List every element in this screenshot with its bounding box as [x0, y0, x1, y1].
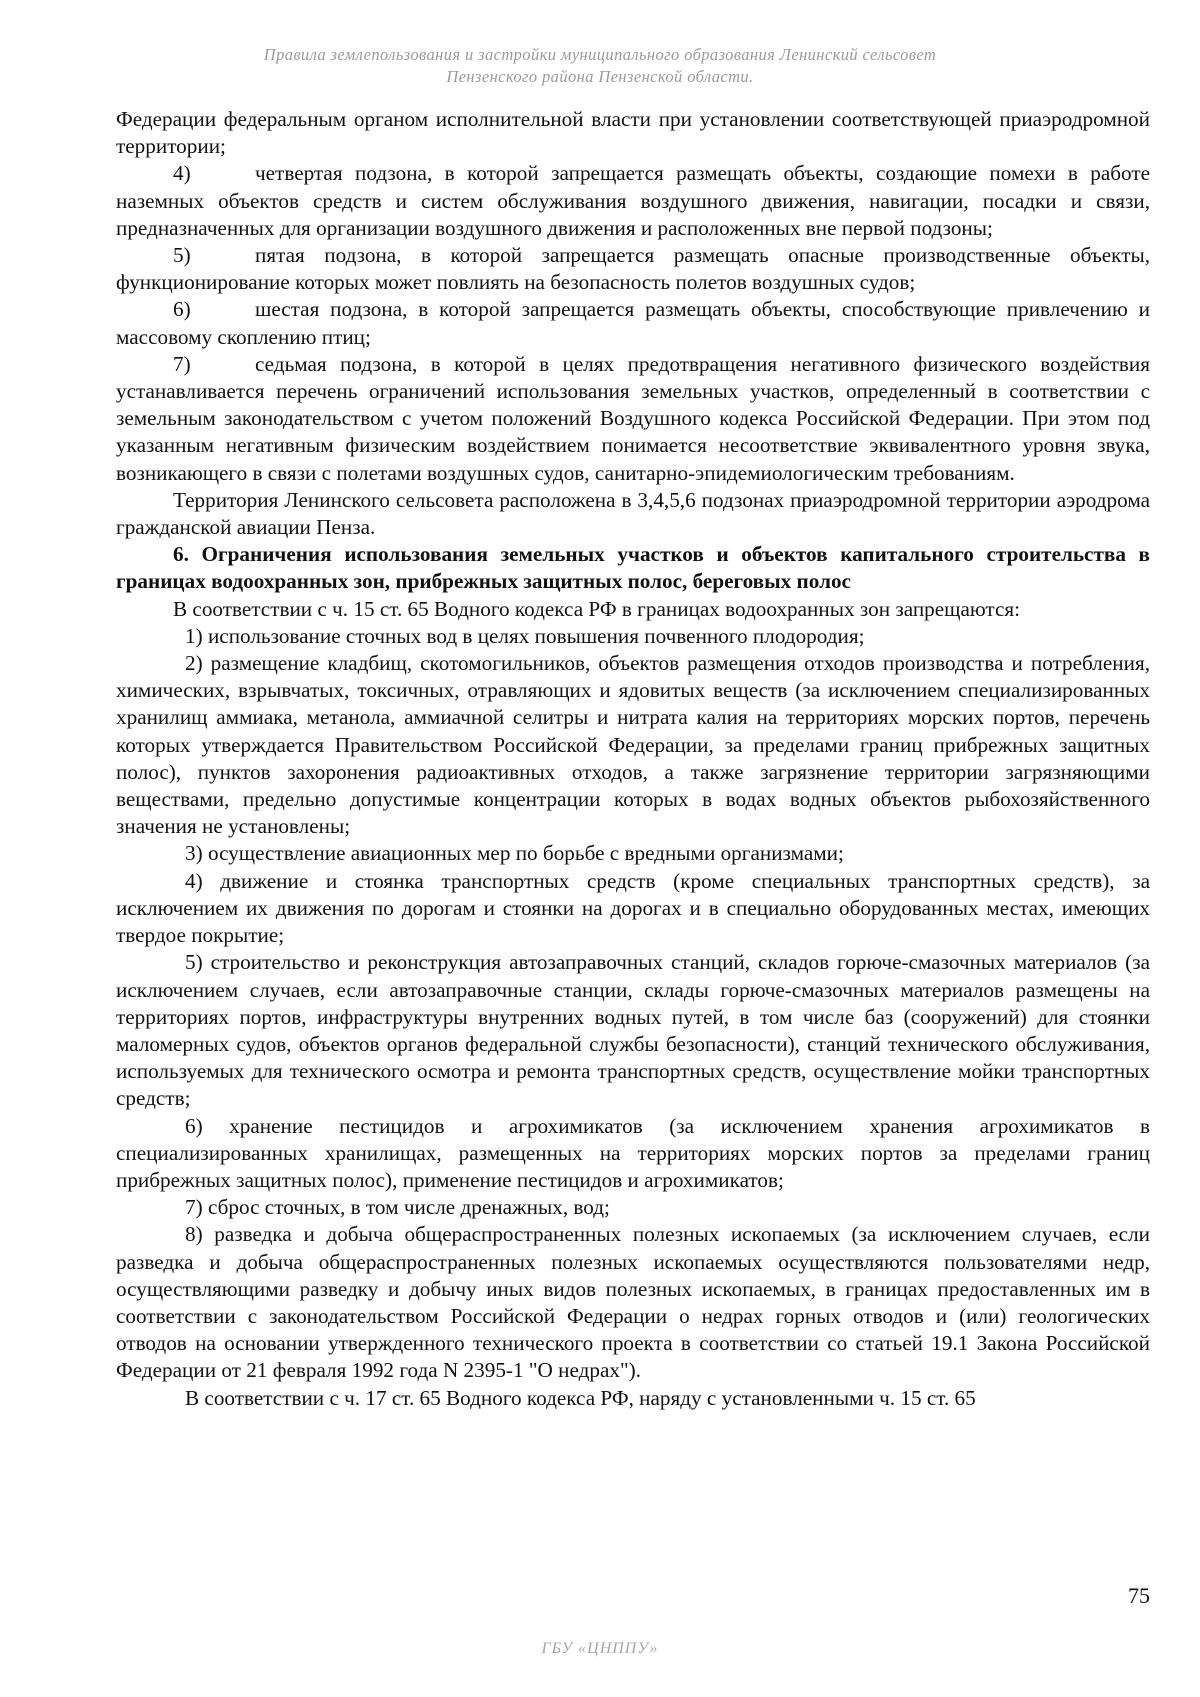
subzone-number: 5): [173, 243, 191, 268]
header-line-2: Пензенского района Пензенской области.: [446, 67, 754, 86]
paragraph-prohibited: В соответствии с ч. 15 ст. 65 Водного кодекса РФ в границах водоохранных зон запрещаются:: [173, 596, 1020, 621]
subzone-text: пятая подзона, в которой запрещается размещать опасные производственные объекты, функционирование которых может повлиять на безопасность полетов воздушных судов;: [116, 243, 1150, 295]
paragraph-territory: Территория Ленинского сельсовета расположена в 3,4,5,6 подзонах приаэродромной территории аэродрома гражданской авиации Пенза.: [116, 487, 1150, 540]
subzone-number: 4): [173, 161, 191, 186]
page-number: 75: [1128, 1583, 1150, 1608]
header-line-1: Правила землепользования и застройки муниципального образования Ленинский сельсовет: [263, 45, 937, 64]
list-item: 4) движение и стоянка транспортных средств (кроме специальных транспортных средств), за исключением их движения по дорогам и стоянки на дорогах и в специально оборудованных местах, имеющих твердое покрытие;: [116, 868, 1150, 948]
subzone-text: шестая подзона, в которой запрещается размещать объекты, способствующие привлечению и массовому скоплению птиц;: [116, 297, 1150, 349]
list-item: 3) осуществление авиационных мер по борьбе с вредными организмами;: [185, 841, 844, 866]
list-item: 8) разведка и добыча общераспространенных полезных ископаемых (за исключением случаев, если разведка и добыча общераспространенных полезных ископаемых осуществляются пользователями недр, осуществляющими разведку и добычу иных видов полезных ископаемых, в границах предоставленных им в соответствии с законодательством Российской Федерации о недрах горных отводов и (или) геологических отводов на основании утвержденного технического проекта в соответствии со статьей 19.1 Закона Российской Федерации от 21 февраля 1992 года N 2395-1 "О недрах").: [116, 1222, 1150, 1383]
subzone-item: [116, 160, 1150, 242]
subzone-number: 7): [173, 351, 191, 376]
list-item: 6) хранение пестицидов и агрохимикатов (за исключением хранения агрохимикатов в специализированных хранилищах, размещенных на территориях морских портов за пределами границ прибрежных защитных полос), применение пестицидов и агрохимикатов;: [116, 1113, 1150, 1192]
list-item: 1) использование сточных вод в целях повышения почвенного плодородия;: [185, 623, 865, 648]
subzone-item: [116, 351, 1150, 487]
paragraph-last: В соответствии с ч. 17 ст. 65 Водного кодекса РФ, наряду с установленными ч. 15 ст. 65: [185, 1385, 976, 1410]
subzone-text: четвертая подзона, в которой запрещается размещать объекты, создающие помехи в работе наземных объектов средств и систем обслуживания воздушного движения, навигации, посадки и связи, предназначенных для организации воздушного движения и расположенных вне первой подзоны;: [116, 161, 1150, 240]
subzone-item: [116, 242, 1150, 296]
subzone-number: 6): [173, 297, 191, 322]
section-heading: 6. Ограничения использования земельных участков и объектов капитального строительства в границах водоохранных зон, прибрежных защитных полос, береговых полос: [116, 542, 1150, 594]
running-header: [0, 44, 1200, 88]
paragraph-intro: Федерации федеральным органом исполнительной власти при установлении соответствующей приаэродромной территории;: [116, 107, 1150, 159]
subzone-text: седьмая подзона, в которой в целях предотвращения негативного физического воздействия устанавливается перечень ограничений использования земельных участков, определенный в соответствии с земельным законодательством с учетом положений Воздушного кодекса Российской Федерации. При этом под указанным негативным физическим воздействием понимается несоответствие эквивалентного уровня звука, возникающего в связи с полетами воздушных судов, санитарно-эпидемиологическим требованиям.: [116, 351, 1150, 485]
document-body: [116, 106, 1150, 1412]
subzone-item: [116, 296, 1150, 350]
list-item: 7) сброс сточных, в том числе дренажных, вод;: [185, 1195, 610, 1220]
running-footer: ГБУ «ЦНППУ»: [541, 1640, 659, 1657]
list-item: 5) строительство и реконструкция автозаправочных станций, складов горюче-смазочных материалов (за исключением случаев, если автозаправочные станции, склады горюче-смазочных материалов размещены на территориях портов, инфраструктуры внутренних водных путей, в том числе баз (сооружений) для стоянки маломерных судов, объектов органов федеральной службы безопасности), станций технического обслуживания, используемых для технического осмотра и ремонта транспортных средств, осуществление мойки транспортных средств;: [116, 950, 1150, 1111]
list-item: 2) размещение кладбищ, скотомогильников, объектов размещения отходов производства и потребления, химических, взрывчатых, токсичных, отравляющих и ядовитых веществ (за исключением специализированных хранилищ аммиака, метанола, аммиачной селитры и нитрата калия на территориях морских портов, перечень которых утверждается Правительством Российской Федерации, за пределами границ прибрежных защитных полос), пунктов захоронения радиоактивных отходов, а также загрязнение территории загрязняющими веществами, предельно допустимые концентрации которых в водах водных объектов рыбохозяйственного значения не установлены;: [116, 651, 1150, 839]
